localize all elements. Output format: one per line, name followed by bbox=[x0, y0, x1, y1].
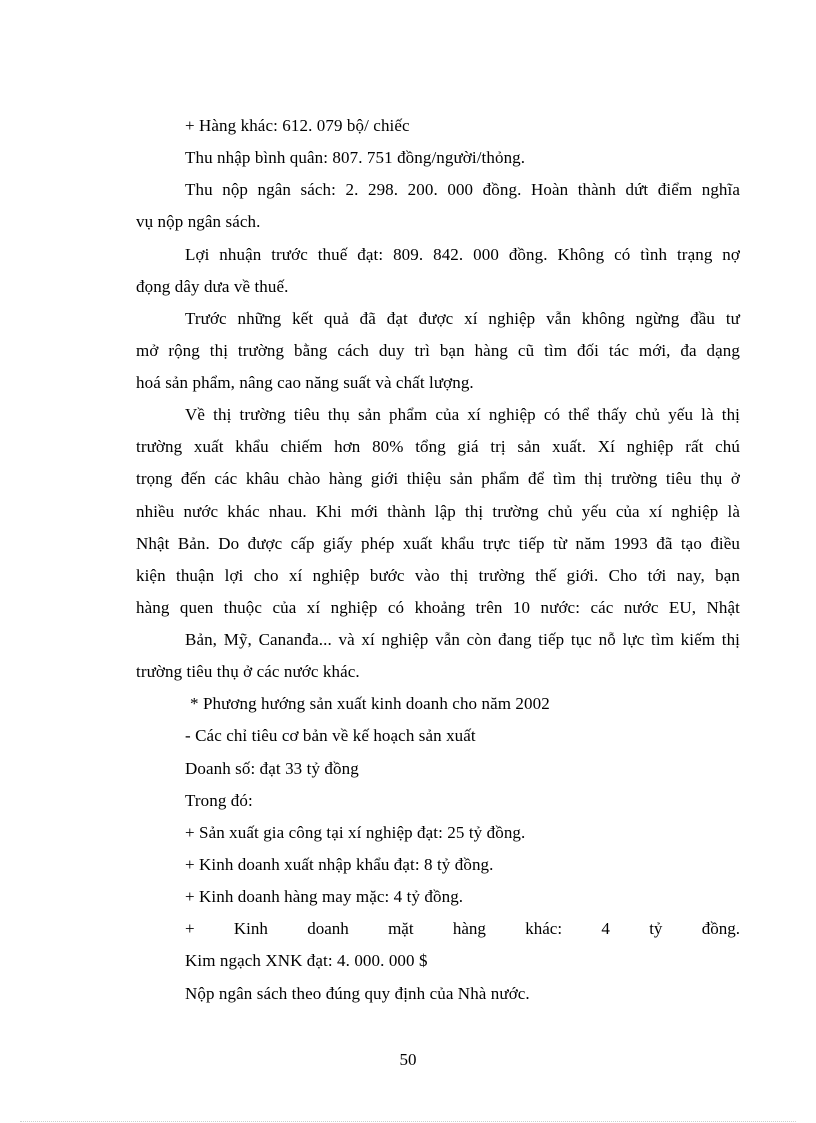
text-line: + Kinh doanh hàng may mặc: 4 tỷ đồng. bbox=[185, 887, 464, 906]
text-line: Trước những kết quả đã đạt được xí nghiệp vẫn không ngừng đầu tư bbox=[185, 309, 740, 328]
word: hàng bbox=[452, 919, 486, 938]
word: 4 bbox=[601, 919, 610, 938]
text-line: - Các chỉ tiêu cơ bản về kế hoạch sản xuất bbox=[185, 726, 476, 745]
page-number: 50 bbox=[399, 1050, 417, 1069]
text-line: trường tiêu thụ ở các nước khác. bbox=[136, 662, 360, 681]
text-line: Thu nhập bình quân: 807. 751 đồng/người/thỏng. bbox=[185, 148, 526, 167]
word: khác: bbox=[525, 919, 563, 938]
text-line: trường xuất khẩu chiếm hơn 80% tổng giá trị sản xuất. Xí nghiệp rất chú bbox=[136, 437, 740, 456]
text-line: kiện thuận lợi cho xí nghiệp bước vào thị trường thế giới. Cho tới nay, bạn bbox=[136, 566, 740, 585]
text-line: + Hàng khác: 612. 079 bộ/ chiếc bbox=[185, 116, 410, 135]
word: tỷ bbox=[649, 919, 663, 938]
text-line: mở rộng thị trường bằng cách duy trì bạn hàng cũ tìm đối tác mới, đa dạng bbox=[136, 341, 740, 360]
text-line: nhiều nước khác nhau. Khi mới thành lập thị trường chủ yếu của xí nghiệp là bbox=[136, 502, 740, 521]
text-line: Nộp ngân sách theo đúng quy định của Nhà nước. bbox=[185, 984, 530, 1003]
text-line: hoá sản phẩm, nâng cao năng suất và chất lượng. bbox=[136, 373, 474, 392]
text-line: Bản, Mỹ, Cananđa... và xí nghiệp vẫn còn đang tiếp tục nỗ lực tìm kiếm thị bbox=[185, 630, 740, 649]
text-line: đọng dây dưa về thuế. bbox=[136, 277, 289, 296]
page-bottom-divider bbox=[20, 1121, 796, 1122]
text-line: + Kinh doanh xuất nhập khẩu đạt: 8 tỷ đồng. bbox=[185, 855, 494, 874]
section-heading: * Phương hướng sản xuất kinh doanh cho năm 2002 bbox=[190, 694, 550, 713]
text-line: vụ nộp ngân sách. bbox=[136, 212, 261, 231]
text-line: + Sản xuất gia công tại xí nghiệp đạt: 25 tỷ đồng. bbox=[185, 823, 526, 842]
word: doanh bbox=[307, 919, 349, 938]
word: + bbox=[185, 919, 195, 938]
spread-text-line bbox=[185, 919, 740, 939]
text-line: Trong đó: bbox=[185, 791, 253, 810]
text-line: trọng đến các khâu chào hàng giới thiệu sản phẩm để tìm thị trường tiêu thụ ở bbox=[136, 469, 740, 488]
text-line: Thu nộp ngân sách: 2. 298. 200. 000 đồng. Hoàn thành dứt điểm nghĩa bbox=[185, 180, 740, 199]
word: mặt bbox=[388, 919, 414, 938]
text-line: Kim ngạch XNK đạt: 4. 000. 000 $ bbox=[185, 951, 428, 970]
text-line: hàng quen thuộc của xí nghiệp có khoảng trên 10 nước: các nước EU, Nhật bbox=[136, 598, 740, 617]
text-line: Nhật Bản. Do được cấp giấy phép xuất khẩu trực tiếp từ năm 1993 đã tạo điều bbox=[136, 534, 740, 553]
word: Kinh bbox=[233, 919, 268, 938]
word: đồng. bbox=[701, 919, 740, 938]
text-line: Doanh số: đạt 33 tỷ đồng bbox=[185, 759, 359, 778]
text-line: Lợi nhuận trước thuế đạt: 809. 842. 000 đồng. Không có tình trạng nợ bbox=[185, 245, 740, 264]
text-line: Về thị trường tiêu thụ sản phẩm của xí nghiệp có thể thấy chủ yếu là thị bbox=[185, 405, 740, 424]
